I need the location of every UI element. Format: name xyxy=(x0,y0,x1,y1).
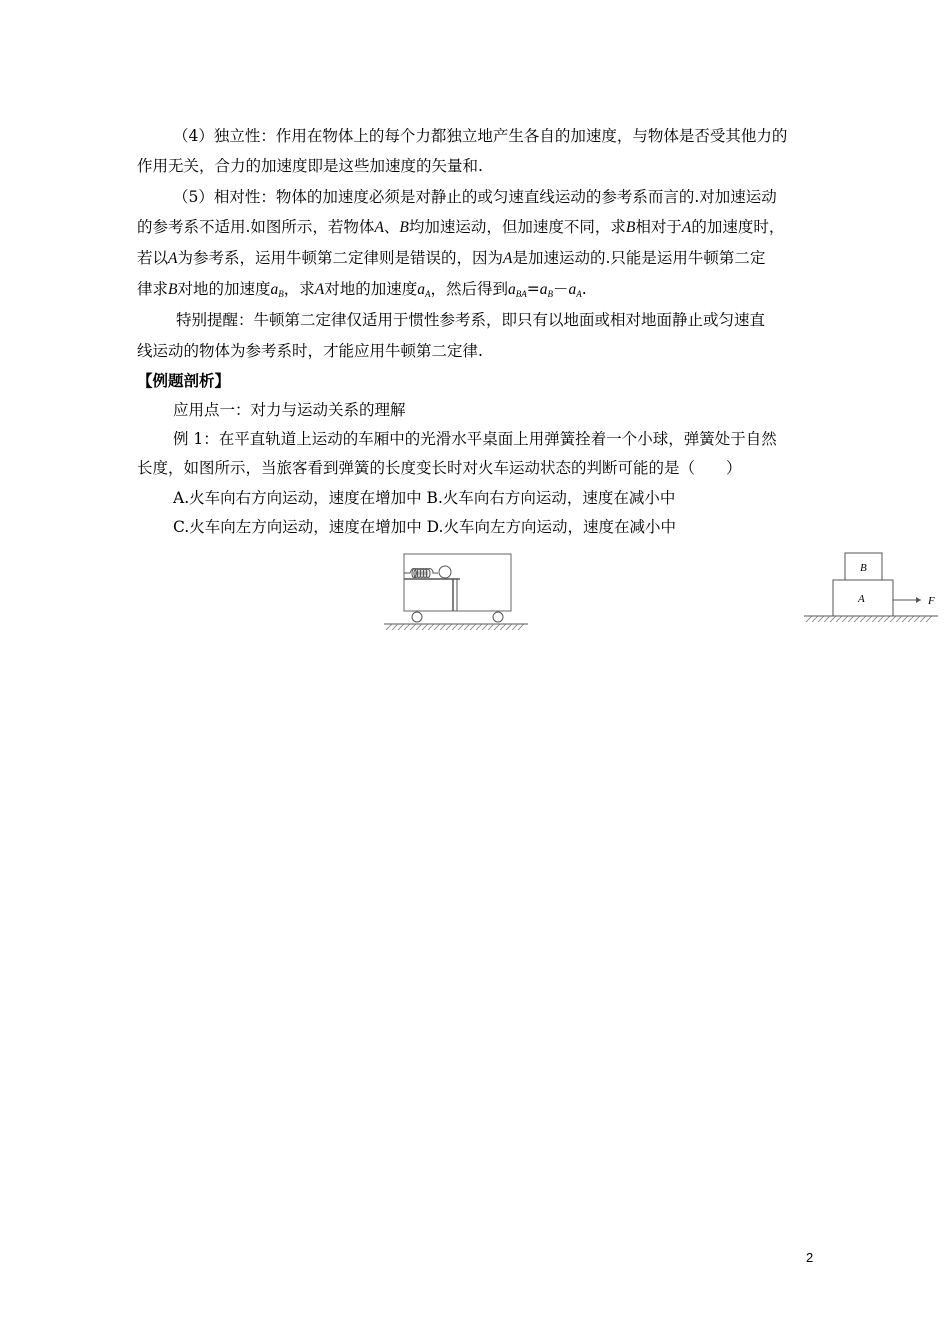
ball xyxy=(439,566,451,578)
para-4-line-2: 作用无关，合力的加速度即是这些加速度的矢量和. xyxy=(137,157,483,175)
accel-symbol: a xyxy=(417,281,425,298)
application-point-title: 应用点一：对力与运动关系的理解 xyxy=(173,401,406,419)
example-1-line-2: 长度，如图所示，当旅客看到弹簧的长度变长时对火车运动状态的判断可能的是（ ） xyxy=(137,459,742,477)
accel-symbol: a xyxy=(568,281,577,298)
symbol-A: A xyxy=(314,281,325,298)
period: . xyxy=(581,280,587,298)
section-heading: 【例题剖析】 xyxy=(137,372,231,390)
wheel xyxy=(412,612,422,622)
text: 为参考系，运用牛顿第二定律则是错误的，因为 xyxy=(177,249,503,267)
text: 是加速运动的.只能是运用牛顿第二定 xyxy=(512,249,766,267)
ground-hatching xyxy=(386,624,524,630)
options-line-2: C.火车向左方向运动，速度在增加中 D.火车向左方向运动，速度在减小中 xyxy=(173,518,676,536)
accel-symbol: a xyxy=(508,281,516,298)
symbol-B: B xyxy=(625,219,636,236)
stacked-blocks-figure xyxy=(800,550,940,630)
spring xyxy=(404,569,438,578)
para-5-line-2 xyxy=(137,217,784,238)
options-line-1: A.火车向右方向运动，速度在增加中 B.火车向右方向运动，速度在减小中 xyxy=(173,489,676,507)
equals-sign: = xyxy=(526,280,540,298)
symbol-B: B xyxy=(168,281,178,298)
minus-sign: － xyxy=(553,280,569,298)
text: 对地的加速度 xyxy=(324,280,418,298)
tip-line-1: 特别提醒：牛顿第二定律仅适用于惯性参考系，即只有以地面或相对地面静止或匀速直 xyxy=(176,311,766,329)
ground-hatching xyxy=(806,616,932,622)
para-5-line-3 xyxy=(137,248,765,269)
text: ，求 xyxy=(283,280,315,298)
accel-subscript: BA xyxy=(515,289,527,299)
force-label: F xyxy=(928,595,935,607)
para-5-line-4 xyxy=(137,279,587,304)
block-b-label: B xyxy=(860,562,867,574)
symbol-A: A xyxy=(168,250,178,267)
symbol-B: B xyxy=(399,219,409,236)
accel-subscript: B xyxy=(547,289,554,299)
accel-subscript: A xyxy=(576,289,582,299)
tip-line-2: 线运动的物体为参考系时，才能应用牛顿第二定律. xyxy=(137,342,483,360)
para-5-line-1: （5）相对性：物体的加速度必须是对静止的或匀速直线运动的参考系而言的.对加速运动 xyxy=(173,188,777,206)
text: 均加速运动，但加速度不同，求 xyxy=(408,218,626,236)
text: 的参考系不适用.如图所示，若物体 xyxy=(137,218,375,236)
arrow-head-icon xyxy=(916,597,921,603)
accel-subscript: A xyxy=(425,289,431,299)
text: 对地的加速度 xyxy=(177,280,271,298)
text: 的加速度时， xyxy=(691,218,785,236)
para-4-line-1: （4）独立性：作用在物体上的每个力都独立地产生各自的加速度，与物体是否受其他力的 xyxy=(173,127,788,145)
symbol-A: A xyxy=(503,250,513,267)
accel-subscript: B xyxy=(278,289,284,299)
block-a-label: A xyxy=(858,593,865,605)
accel-symbol: a xyxy=(270,281,279,298)
symbol-A: A xyxy=(374,219,384,236)
symbol-A: A xyxy=(681,219,692,236)
text: 律求 xyxy=(137,280,169,298)
page-number: 2 xyxy=(806,1250,814,1265)
text: 若以 xyxy=(137,249,169,267)
accel-symbol: a xyxy=(539,281,548,298)
train-car-figure xyxy=(380,552,532,634)
example-1-line-1: 例 1：在平直轨道上运动的车厢中的光滑水平桌面上用弹簧拴着一个小球，弹簧处于自然 xyxy=(173,430,777,448)
wheel xyxy=(493,612,503,622)
text: 相对于 xyxy=(635,218,682,236)
text: ，然后得到 xyxy=(430,280,509,298)
text: 、 xyxy=(383,218,400,236)
